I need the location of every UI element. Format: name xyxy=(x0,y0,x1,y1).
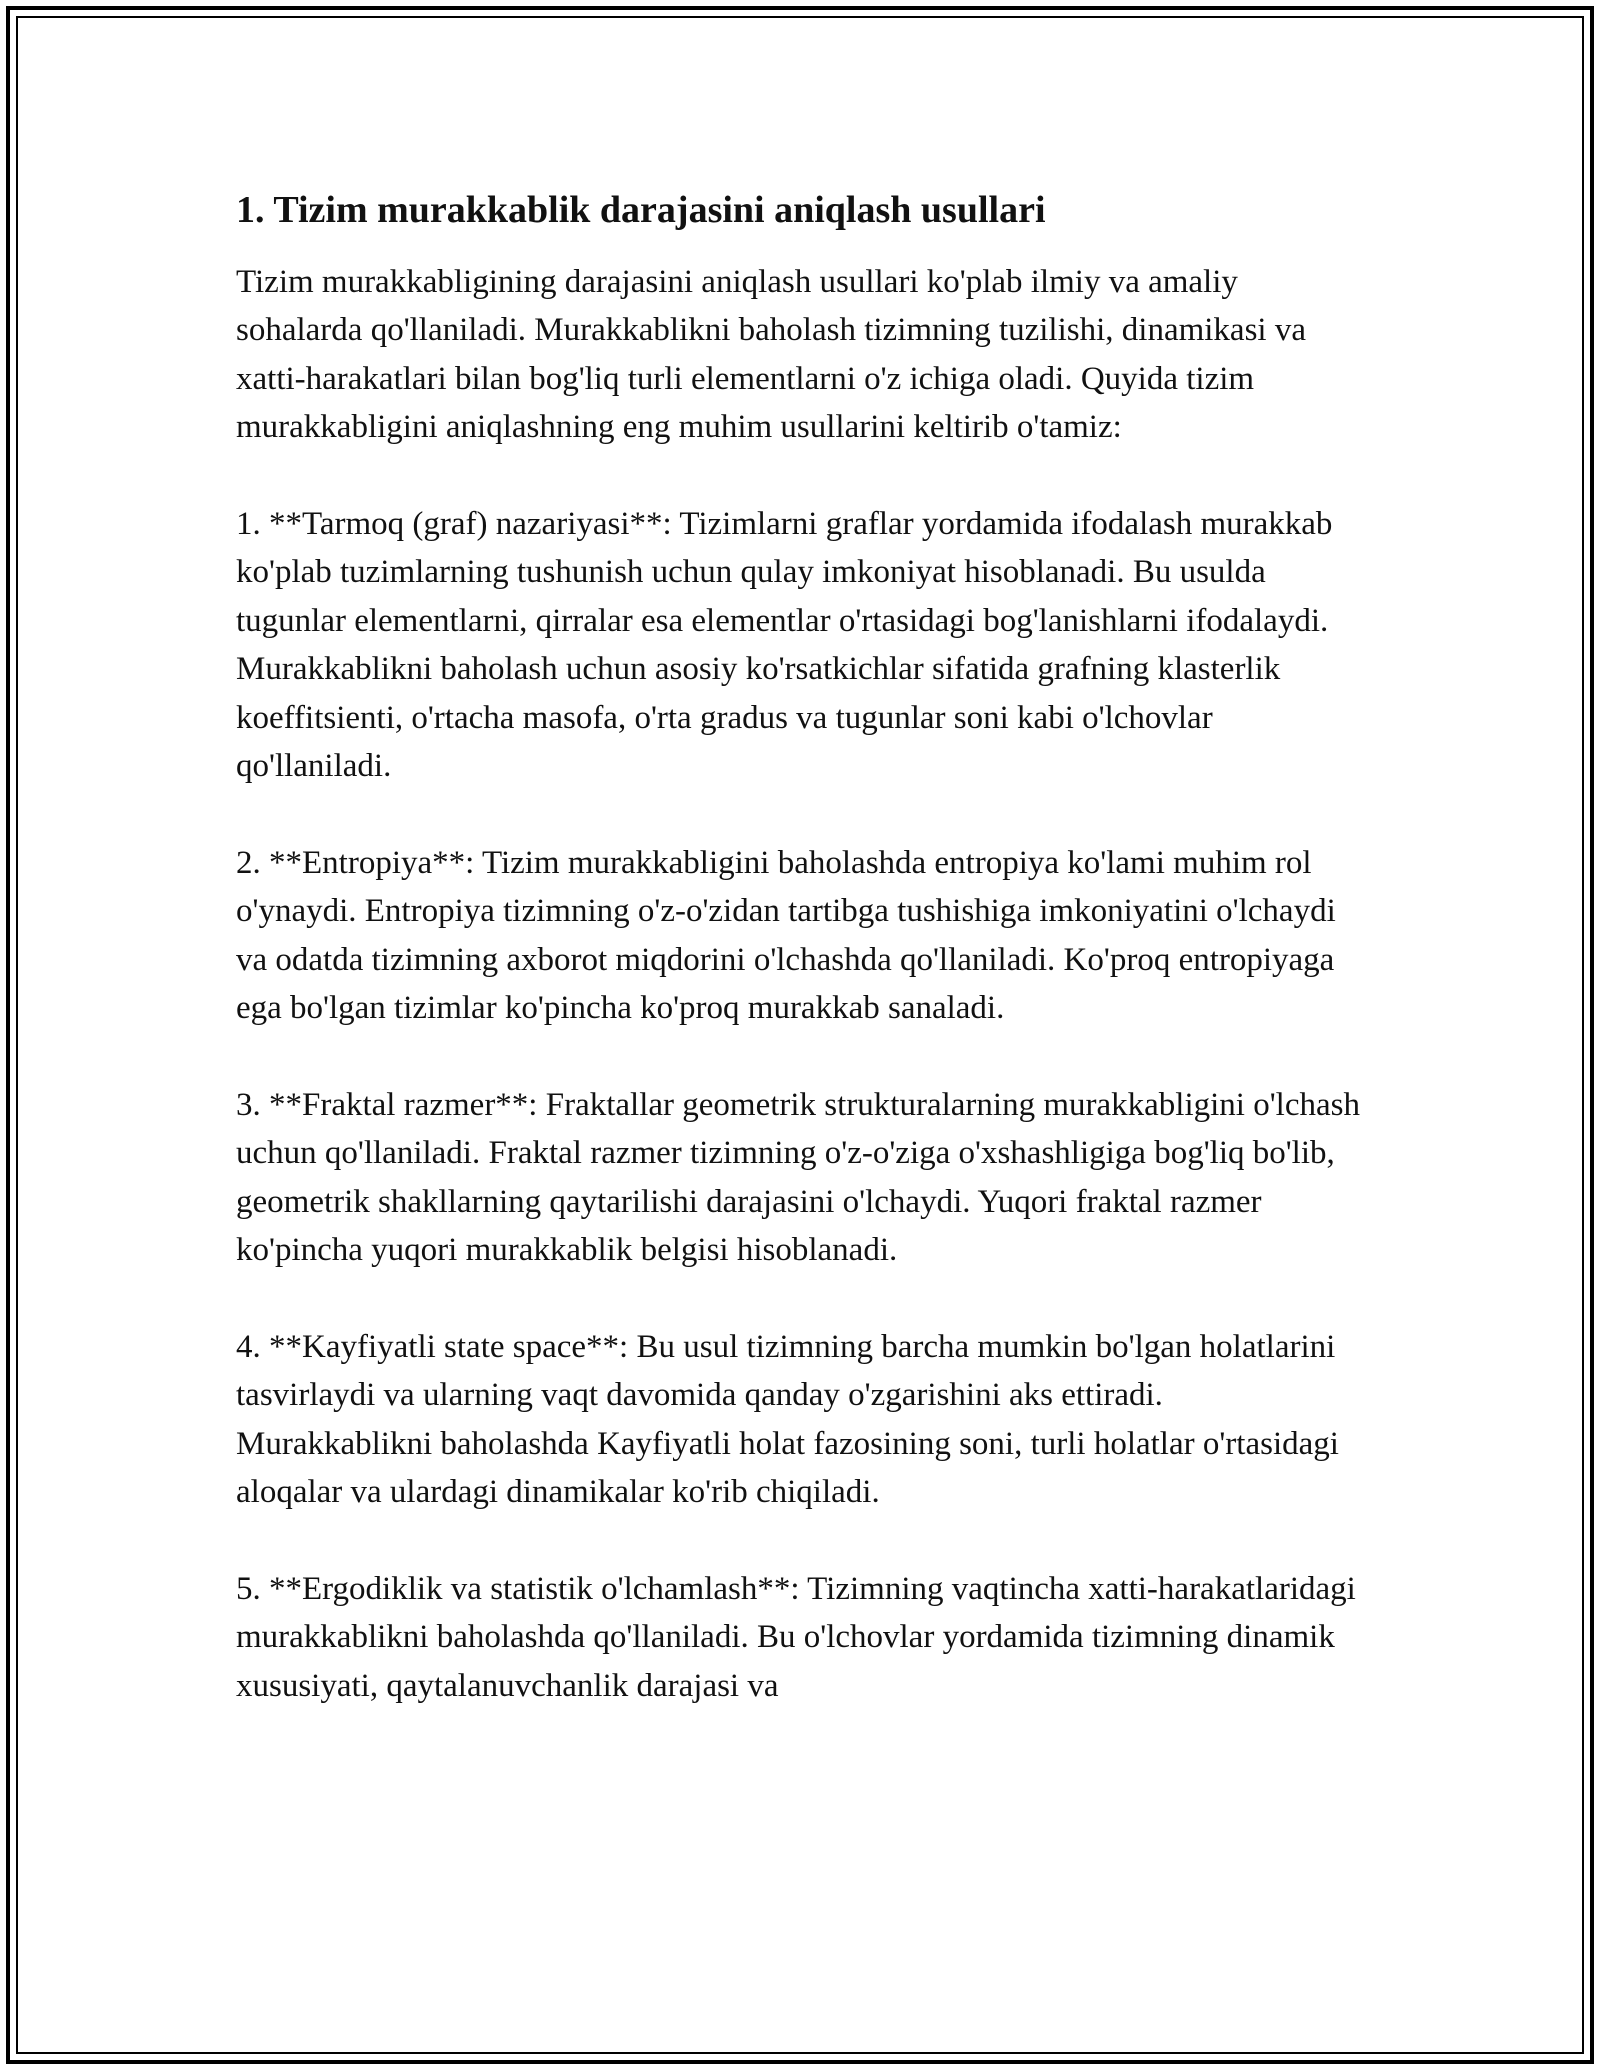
paragraph-entropy: 2. **Entropiya**: Tizim murakkabligini baholashda entropiya ko'lami muhim rol o'ynaydi. Entropiya tizimning o'z-o'zidan tartibga tushishiga imkoniyatini o'lchaydi va odatda tizimning axborot miqdorini o'lchashda qo'llaniladi. Ko'proq entropiyaga ega bo'lgan tizimlar ko'pincha ko'proq murakkab sanaladi. xyxy=(236,844,1336,1027)
paragraph-ergodicity: 5. **Ergodiklik va statistik o'lchamlash**: Tizimning vaqtincha xatti-harakatlaridagi murakkablikni baholashda qo'llaniladi. Bu o'lchovlar yordamida tizimning dinamik xususiyati, qaytalanuvchanlik darajasi va xyxy=(236,1570,1356,1704)
intro-paragraph: Tizim murakkabligining darajasini aniqlash usullari ko'plab ilmiy va amaliy sohalarda qo'llaniladi. Murakkablikni baholash tizimning tuzilishi, dinamikasi va xatti-harakatlari bilan bog'liq turli elementlarni o'z ichiga oladi. Quyida tizim murakkabligini aniqlashning eng muhim usullarini keltirib o'tamiz: xyxy=(236,264,1306,446)
paragraph-state-space: 4. **Kayfiyatli state space**: Bu usul tizimning barcha mumkin bo'lgan holatlarini tasvirlaydi va ularning vaqt davomida qanday o'zgarishini aks ettiradi. Murakkablikni baholashda Kayfiyatli holat fazosining soni, turli holatlar o'rtasidagi aloqalar va ulardagi dinamikalar ko'rib chiqiladi. xyxy=(236,1328,1339,1511)
paragraph-graph-theory: 1. **Tarmoq (graf) nazariyasi**: Tizimlarni graflar yordamida ifodalash murakkab ko'plab tuzimlarning tushunish uchun qulay imkoniyat hisoblanadi. Bu usulda tugunlar elementlarni, qirralar esa elementlar o'rtasidagi bog'lanishlarni ifodalaydi. Murakkablikni baholash uchun asosiy ko'rsatkichlar sifatida grafning klasterlik koeffitsienti, o'rtacha masofa, o'rta gradus va tugunlar soni kabi o'lchovlar qo'llaniladi. xyxy=(236,506,1333,785)
paragraph-fractal-dimension: 3. **Fraktal razmer**: Fraktallar geometrik strukturalarning murakkabligini o'lchash uchun qo'llaniladi. Fraktal razmer tizimning o'z-o'ziga o'xshashligiga bog'liq bo'lib, geometrik shakllarning qaytarilishi darajasini o'lchaydi. Yuqori fraktal razmer ko'pincha yuqori murakkablik belgisi hisoblanadi. xyxy=(236,1086,1360,1269)
document-page xyxy=(236,184,1366,1759)
document-title: 1. Tizim murakkablik darajasini aniqlash usullari xyxy=(236,189,1046,231)
